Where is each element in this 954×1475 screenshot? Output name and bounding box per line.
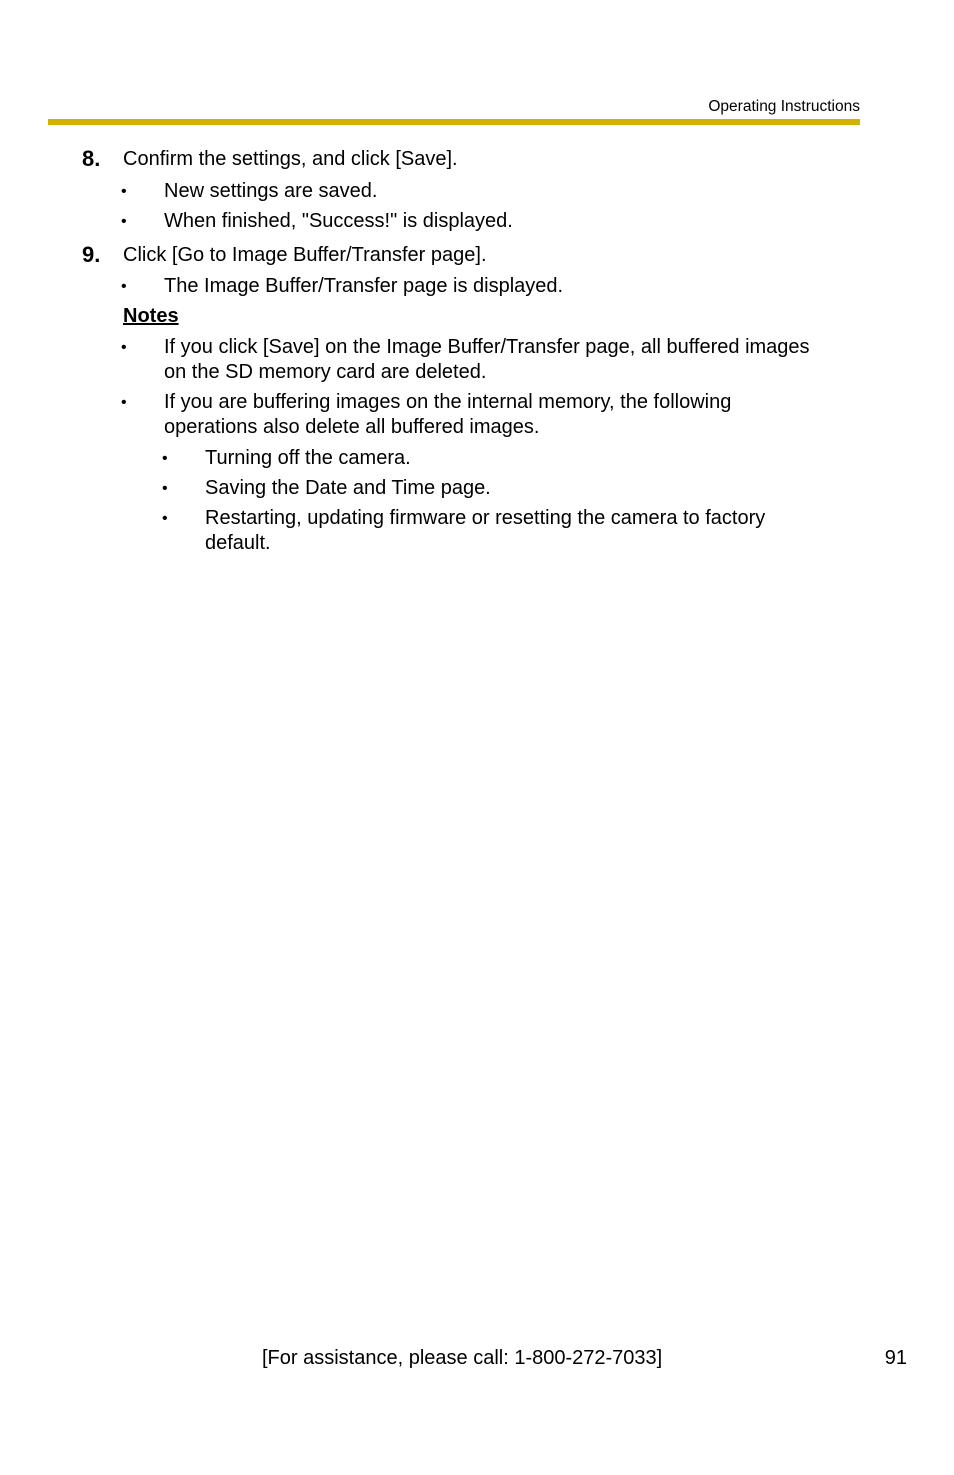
bullet-text: When finished, "Success!" is displayed. <box>164 210 513 232</box>
bullet-text: The Image Buffer/Transfer page is displayed. <box>164 275 564 297</box>
subnote-line: Turning off the camera. <box>205 447 411 469</box>
note-line: If you click [Save] on the Image Buffer/Transfer page, all buffered images <box>164 336 810 358</box>
step-text: Click [Go to Image Buffer/Transfer page]. <box>123 244 487 266</box>
running-header: Operating Instructions <box>708 98 860 115</box>
subnote-line: Saving the Date and Time page. <box>205 477 491 499</box>
step-text: Confirm the settings, and click [Save]. <box>123 148 458 170</box>
bullet-glyph: • <box>121 339 127 356</box>
bullet-glyph: • <box>162 510 168 527</box>
step-number: 9. <box>82 242 101 267</box>
notes-heading: Notes <box>123 305 179 327</box>
bullet-text: New settings are saved. <box>164 180 378 202</box>
subnote-line: Restarting, updating firmware or resetting the camera to factory <box>205 507 766 529</box>
footer-assistance: [For assistance, please call: 1-800-272-7033] <box>262 1347 663 1369</box>
note-line: If you are buffering images on the internal memory, the following <box>164 391 732 413</box>
bullet-glyph: • <box>121 183 127 200</box>
bullet-glyph: • <box>121 278 127 295</box>
note-line: on the SD memory card are deleted. <box>164 361 487 383</box>
bullet-glyph: • <box>121 213 127 230</box>
subnote-line: default. <box>205 532 271 554</box>
bullet-glyph: • <box>162 450 168 467</box>
page-number: 91 <box>884 1347 907 1369</box>
note-line: operations also delete all buffered images. <box>164 416 540 438</box>
bullet-glyph: • <box>121 394 127 411</box>
step-number: 8. <box>82 146 101 171</box>
bullet-glyph: • <box>162 480 168 497</box>
